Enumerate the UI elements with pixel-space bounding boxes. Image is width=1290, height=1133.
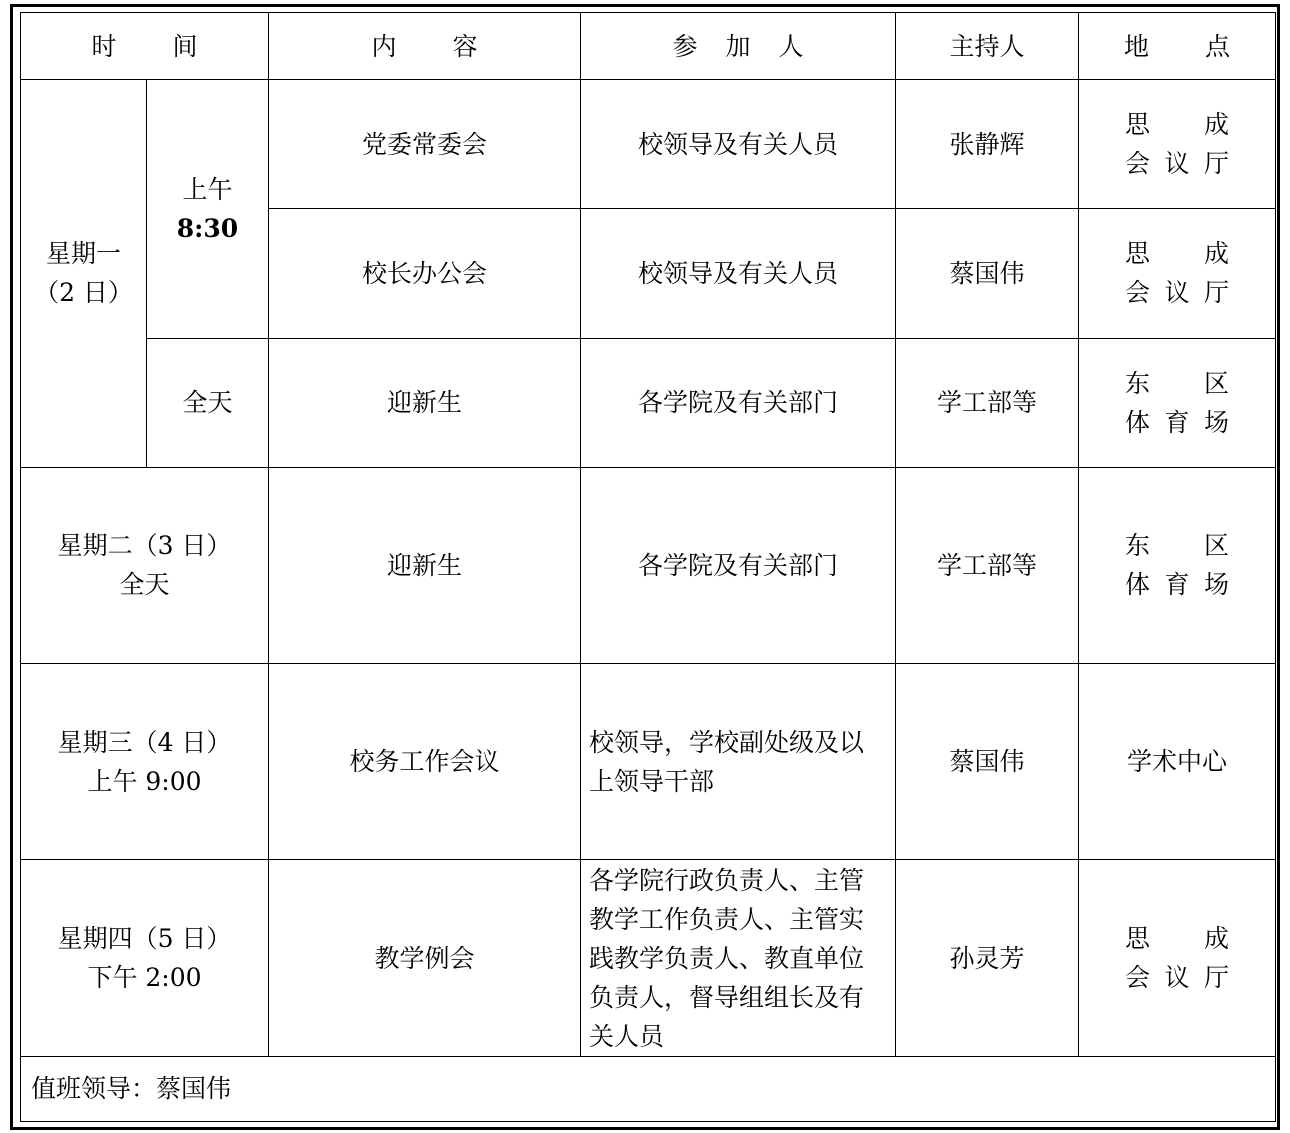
header-host: 主持人 xyxy=(896,13,1079,80)
participants-cell: 校领导，学校副处级及以 上领导干部 xyxy=(581,664,896,860)
header-participants: 参 加 人 xyxy=(581,13,896,80)
participants-cell: 校领导及有关人员 xyxy=(581,80,896,209)
location-cell: 思 成 会 议 厅 xyxy=(1079,860,1276,1056)
time-cell-mon-allday: 全天 xyxy=(147,338,269,467)
content-cell: 党委常委会 xyxy=(269,80,581,209)
content-cell: 迎新生 xyxy=(269,467,581,663)
footer-row xyxy=(21,1056,1276,1121)
header-row xyxy=(21,13,1276,80)
header-content: 内 容 xyxy=(269,13,581,80)
host-cell: 学工部等 xyxy=(896,338,1079,467)
participants-cell: 校领导及有关人员 xyxy=(581,209,896,338)
content-cell: 教学例会 xyxy=(269,860,581,1056)
host-cell: 张静辉 xyxy=(896,80,1079,209)
location-cell: 东 区 体 育 场 xyxy=(1079,467,1276,663)
location-cell: 思 成 会 议 厅 xyxy=(1079,209,1276,338)
day-cell-mon: 星期一 （2 日） xyxy=(21,80,147,468)
location-cell: 学术中心 xyxy=(1079,664,1276,860)
table-row xyxy=(21,664,1276,860)
time-cell-mon-am: 上午 8:30 xyxy=(147,80,269,338)
duty-leader: 值班领导：蔡国伟 xyxy=(21,1056,1276,1121)
table-row xyxy=(21,467,1276,663)
day-cell-tue: 星期二（3 日） 全天 xyxy=(21,467,269,663)
table-row xyxy=(21,80,1276,209)
host-cell: 蔡国伟 xyxy=(896,664,1079,860)
host-cell: 蔡国伟 xyxy=(896,209,1079,338)
table-row xyxy=(21,338,1276,467)
participants-cell: 各学院及有关部门 xyxy=(581,467,896,663)
schedule-table xyxy=(20,12,1276,1122)
location-cell: 思 成 会 议 厅 xyxy=(1079,80,1276,209)
location-cell: 东 区 体 育 场 xyxy=(1079,338,1276,467)
table-row xyxy=(21,860,1276,1056)
participants-cell: 各学院及有关部门 xyxy=(581,338,896,467)
content-cell: 校务工作会议 xyxy=(269,664,581,860)
header-time: 时 间 xyxy=(21,13,269,80)
content-cell: 迎新生 xyxy=(269,338,581,467)
host-cell: 孙灵芳 xyxy=(896,860,1079,1056)
content-cell: 校长办公会 xyxy=(269,209,581,338)
host-cell: 学工部等 xyxy=(896,467,1079,663)
header-location: 地 点 xyxy=(1079,13,1276,80)
day-cell-thu: 星期四（5 日） 下午 2:00 xyxy=(21,860,269,1056)
day-cell-wed: 星期三（4 日） 上午 9:00 xyxy=(21,664,269,860)
participants-cell: 各学院行政负责人、主管 教学工作负责人、主管实 践教学负责人、教直单位 负责人，督导组组长及有 关人员 xyxy=(581,860,896,1056)
